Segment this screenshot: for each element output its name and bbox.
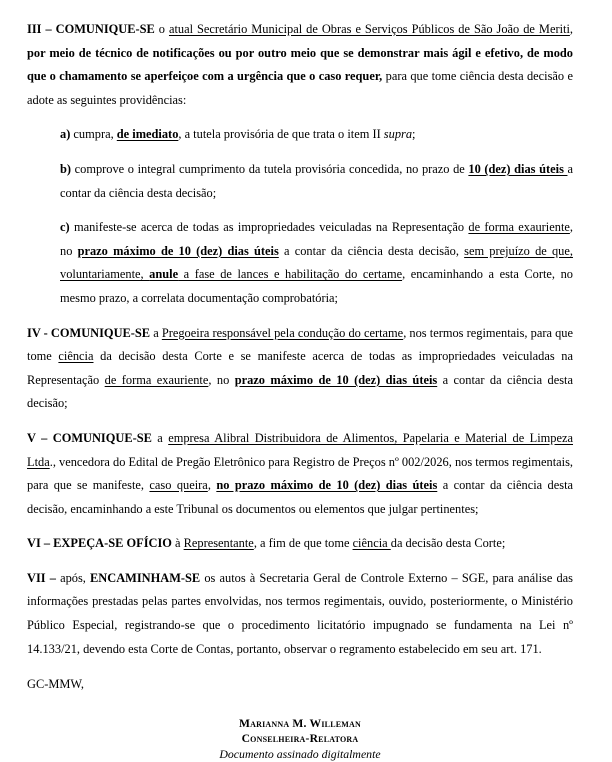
item-iii-seg-a: o [154, 22, 169, 36]
item-b-deadline: 10 (dez) dias úteis [468, 161, 568, 176]
item-c-seg-a: manifeste-se acerca de todas as impropriedades veiculadas na Representação [69, 220, 469, 235]
item-v-underlined-company: empresa Alibral Distribuidora de Alimentos, Papelaria e Material de Limpeza Ltda [27, 430, 573, 469]
paragraph-item-c [60, 216, 573, 310]
item-iv-marker: IV - COMUNIQUE-SE [27, 325, 151, 340]
item-v-seg-e: , [207, 478, 217, 493]
item-iv-underlined-ciencia: ciência [58, 349, 94, 364]
item-v-deadline: no prazo máximo de 10 (dez) dias úteis [216, 478, 438, 493]
item-iv-seg-g: , no [208, 372, 235, 387]
item-vii-seg-c: os autos à Secretaria Geral de Controle Externo – SGE, para análise das informações prestadas pelas partes envolvidas, nos termos regimentais, ouvido, posteriormente, o Ministério Público Especial, registrando-se que o procedimento licitatório impugnado se fundamenta na Lei nº 14.133/21, devendo esta Corte de Contas, portanto, observar o regramento estabelecido em seu art. 171. [27, 570, 573, 656]
paragraph-item-iv [27, 322, 573, 416]
item-iv-underlined-pregoeira: Pregoeira responsável pela condução do certame [161, 325, 404, 340]
item-b-seg-c: a contar da ciência desta decisão; [60, 161, 573, 200]
item-iv-deadline: prazo máximo de 10 (dez) dias úteis [234, 372, 438, 387]
paragraph-item-a [60, 123, 573, 147]
item-c-emphasis-anule: anule [149, 267, 179, 282]
item-vi-seg-e: da decisão desta Corte; [390, 536, 506, 551]
item-iii-underlined-authority: atual Secretário Municipal de Obras e Serviços Públicos de São João de Meriti [168, 22, 570, 36]
item-iv-seg-i: a contar da ciência desta decisão; [27, 372, 573, 411]
item-v-seg-a: a [151, 430, 169, 445]
item-iv-seg-a: a [150, 325, 162, 340]
item-vi-underlined-ciencia: ciência [352, 536, 391, 551]
paragraph-item-b [60, 158, 573, 205]
item-iv-seg-e: da decisão desta Corte e se manifeste acerca de todas as impropriedades veiculadas na Representação [27, 349, 573, 387]
paragraph-item-v [27, 427, 573, 521]
item-iii-bold-clause: por meio de técnico de notificações ou por outro meio que se demonstrar mais ágil e efetivo, de modo que o chamamento se aperfeiçoe com a urgência que o caso requer, [27, 45, 573, 84]
item-b-seg-a: comprove o integral cumprimento da tutela provisória concedida, no prazo de [71, 161, 469, 176]
item-c-seg-e: a contar da ciência desta decisão, [278, 243, 465, 258]
item-v-marker: V – COMUNIQUE-SE [27, 430, 152, 445]
item-iii-seg-c: , [569, 22, 574, 36]
closing-gc-line: GC-MMW, [27, 677, 85, 692]
item-a-emphasis-de-imediato: de imediato [116, 127, 179, 142]
item-b-marker: b) [60, 161, 72, 176]
item-c-seg-c: , no [60, 220, 574, 258]
item-iv-underlined-de-forma-exauriente: de forma exauriente [104, 372, 209, 387]
item-a-italic-supra: supra [383, 127, 413, 142]
paragraph-item-vi [27, 532, 573, 556]
item-vi-marker: VI – EXPEÇA-SE OFÍCIO [27, 536, 172, 551]
item-c-underlined-sem-prejuizo: sem prejuízo de que, voluntariamente, [60, 243, 573, 282]
item-v-seg-g: a contar da ciência desta decisão, encaminhando a este Tribunal os documentos ou elementos que julgar pertinentes; [27, 478, 574, 516]
signature-block [27, 716, 573, 762]
paragraph-item-vii [27, 567, 573, 661]
signature-role: Conselheira-Relatora [241, 731, 359, 745]
item-iii-marker: III – COMUNIQUE-SE [27, 22, 155, 36]
item-a-marker: a) [60, 127, 71, 142]
item-a-seg-a: cumpra, [70, 127, 117, 142]
item-vi-underlined-representante: Representante [183, 536, 254, 551]
item-v-underlined-caso-queira: caso queira [149, 478, 208, 493]
item-c-marker: c) [60, 220, 70, 235]
item-iv-seg-c: , nos termos regimentais, para que tome [27, 325, 573, 364]
item-iii-seg-e: para que tome ciência desta decisão e adote as seguintes providências: [27, 69, 573, 107]
item-c-seg-i: , encaminhando a esta Corte, no mesmo prazo, a correlata documentação comprobatória; [60, 267, 573, 305]
item-c-underlined-de-forma-exauriente: de forma exauriente [468, 220, 570, 235]
item-vii-bold-encaminham-se: ENCAMINHAM-SE [90, 570, 201, 585]
signature-name: Marianna M. Willeman [239, 716, 361, 730]
item-a-seg-e: ; [412, 127, 416, 142]
item-a-seg-c: , a tutela provisória de que trata o item II [178, 127, 384, 142]
signature-digital-note: Documento assinado digitalmente [219, 746, 381, 761]
item-vi-seg-a: à [171, 536, 184, 551]
item-c-deadline: prazo máximo de 10 (dez) dias úteis [77, 243, 279, 258]
item-vii-seg-a: após, [55, 570, 91, 585]
item-c-underlined-fase-lances: a fase de lances e habilitação do certame [178, 267, 403, 282]
item-vi-seg-c: , a fim de que tome [253, 536, 353, 551]
item-vii-marker: VII – [27, 570, 56, 585]
item-v-seg-c: ., vencedora do Edital de Pregão Eletrônico para Registro de Preços nº 002/2026, nos termos regimentais, para que se manifeste, [27, 454, 573, 493]
paragraph-item-iii [27, 18, 573, 112]
